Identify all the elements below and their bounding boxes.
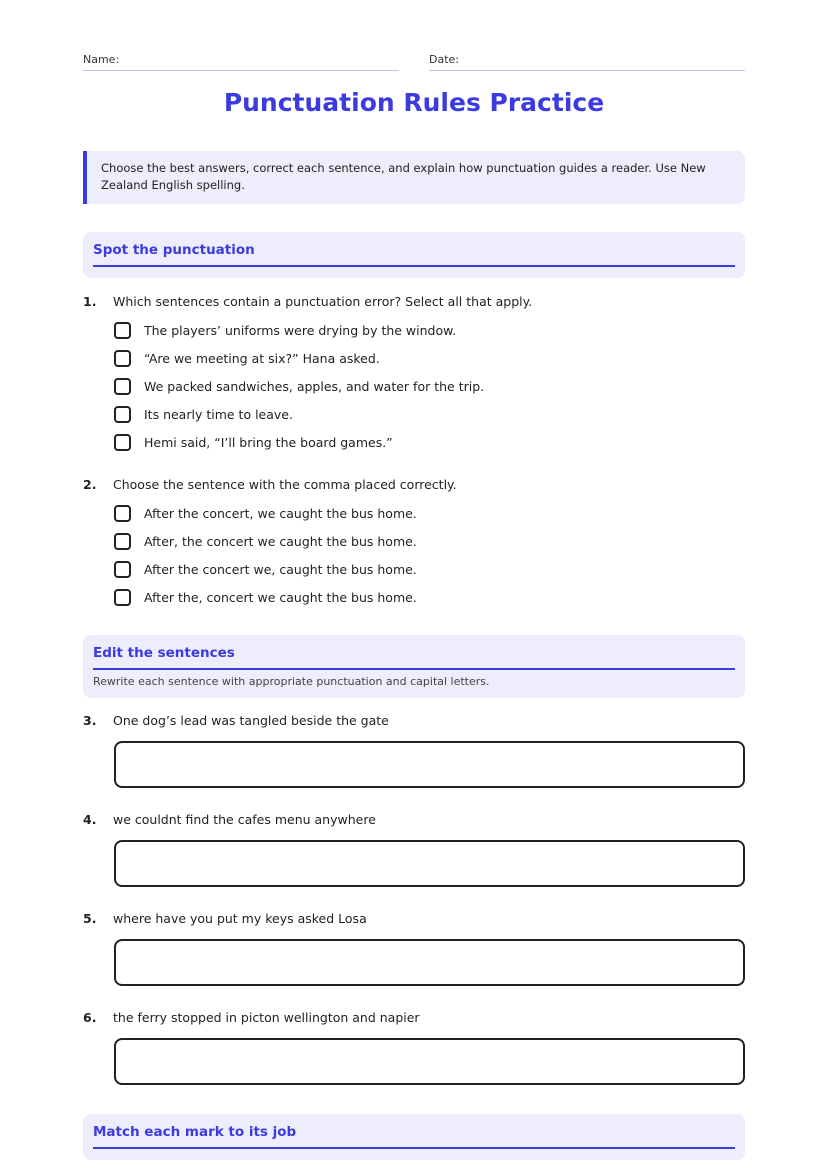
question-number: 6.: [83, 1010, 97, 1025]
date-label: Date:: [429, 53, 459, 66]
name-label: Name:: [83, 53, 120, 66]
question-number: 3.: [83, 713, 97, 728]
question-prompt: Choose the sentence with the comma placed correctly.: [113, 477, 457, 492]
question-number: 1.: [83, 294, 97, 309]
header-fields: [83, 50, 745, 72]
question-number: 4.: [83, 812, 97, 827]
option-label: We packed sandwiches, apples, and water for the trip.: [144, 379, 485, 394]
section-rule: [93, 265, 735, 267]
section-rule: [93, 668, 735, 670]
checkbox[interactable]: [114, 561, 131, 578]
checkbox[interactable]: [114, 322, 131, 339]
checkbox[interactable]: [114, 378, 131, 395]
answer-box-4[interactable]: [114, 840, 745, 887]
checkbox[interactable]: [114, 406, 131, 423]
question-prompt: we couldnt find the cafes menu anywhere: [113, 812, 376, 827]
instructions-box: Choose the best answers, correct each sentence, and explain how punctuation guides a reader. Use New Zealand English spelling.: [83, 151, 745, 204]
section-heading: Spot the punctuation: [93, 242, 255, 258]
option-label: Its nearly time to leave.: [144, 407, 293, 422]
option-label: “Are we meeting at six?” Hana asked.: [144, 351, 380, 366]
option-label: Hemi said, “I’ll bring the board games.”: [144, 435, 393, 450]
answer-box-3[interactable]: [114, 741, 745, 788]
option-label: After, the concert we caught the bus home.: [144, 534, 417, 549]
section-heading: Edit the sentences: [93, 645, 235, 661]
section-heading: Match each mark to its job: [93, 1124, 297, 1140]
question-number: 5.: [83, 911, 97, 926]
answer-box-6[interactable]: [114, 1038, 745, 1085]
checkbox[interactable]: [114, 505, 131, 522]
checkbox[interactable]: [114, 434, 131, 451]
section-note: Rewrite each sentence with appropriate punctuation and capital letters.: [93, 675, 490, 688]
question-prompt: the ferry stopped in picton wellington and napier: [113, 1010, 420, 1025]
section-rule: [93, 1147, 735, 1149]
section-spot-punctuation: [83, 232, 745, 278]
question-prompt: Which sentences contain a punctuation error? Select all that apply.: [113, 294, 533, 309]
section-match-marks: [83, 1114, 745, 1160]
question-number: 2.: [83, 477, 97, 492]
page-title: Punctuation Rules Practice: [223, 88, 605, 117]
question-prompt: One dog’s lead was tangled beside the gate: [113, 713, 389, 728]
option-label: After the, concert we caught the bus home.: [144, 590, 417, 605]
section-edit-sentences: [83, 635, 745, 698]
checkbox[interactable]: [114, 350, 131, 367]
name-field[interactable]: [83, 50, 399, 71]
option-label: After the concert we, caught the bus home.: [144, 562, 417, 577]
question-prompt: where have you put my keys asked Losa: [113, 911, 367, 926]
option-label: The players’ uniforms were drying by the window.: [144, 323, 457, 338]
checkbox[interactable]: [114, 533, 131, 550]
answer-box-5[interactable]: [114, 939, 745, 986]
checkbox[interactable]: [114, 589, 131, 606]
date-field[interactable]: [429, 50, 745, 71]
option-label: After the concert, we caught the bus home.: [144, 506, 417, 521]
